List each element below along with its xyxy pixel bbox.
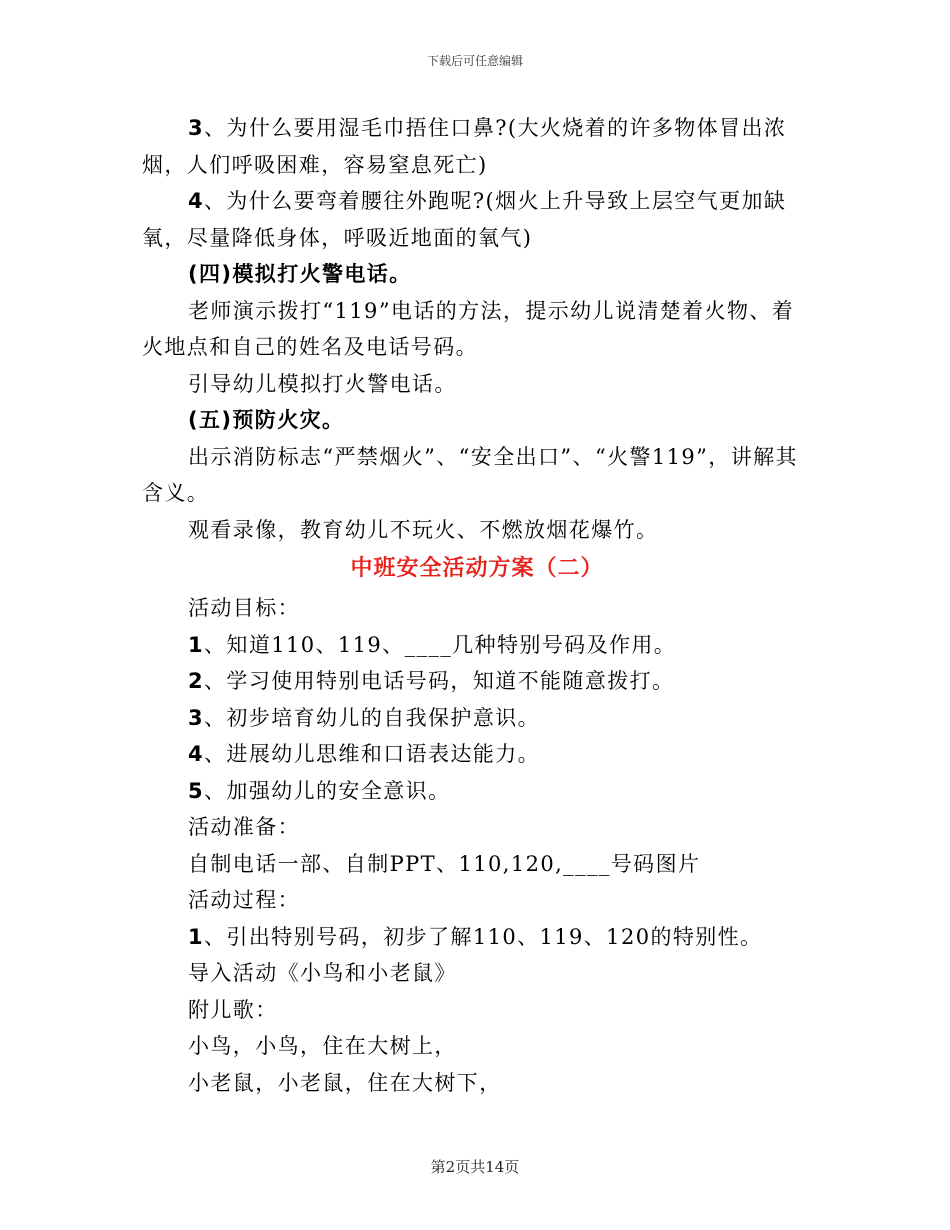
item-number: 1 bbox=[188, 924, 205, 949]
item-number: 3 bbox=[188, 116, 205, 140]
prep-text: 自制电话一部、自制PPT、110,120,____号码图片 bbox=[188, 851, 701, 876]
process-label: 活动过程： bbox=[188, 888, 300, 912]
page-header: 下载后可任意编辑 bbox=[426, 54, 523, 68]
paragraph-q3 bbox=[142, 110, 812, 183]
document-body bbox=[142, 110, 812, 1101]
item-number: 3 bbox=[188, 705, 205, 730]
song-line: 小鸟，小鸟，住在大树上， bbox=[188, 1034, 457, 1058]
item-number: 1 bbox=[188, 632, 205, 657]
section-heading-5: (五)预防火灾。 bbox=[188, 408, 345, 432]
list-item bbox=[142, 773, 812, 810]
paragraph: 观看录像，教育幼儿不玩火、不燃放烟花爆竹。 bbox=[188, 517, 659, 542]
song-line: 小老鼠，小老鼠，住在大树下， bbox=[188, 1070, 502, 1095]
list-item bbox=[142, 919, 812, 956]
item-text: 、知道110、119、____几种特别号码及作用。 bbox=[204, 632, 677, 657]
paragraph: 老师演示拨打“119”电话的方法，提示幼儿说清楚着火物、着火地点和自己的姓名及电话号码。 bbox=[142, 298, 795, 359]
item-text: 、学习使用特别电话号码，知道不能随意拨打。 bbox=[204, 669, 675, 693]
item-text: 、初步培育幼儿的自我保护意识。 bbox=[204, 705, 541, 730]
paragraph: 引导幼儿模拟打火警电话。 bbox=[188, 371, 457, 396]
item-text: 、加强幼儿的安全意识。 bbox=[204, 778, 451, 803]
page-footer: 第2页共14页 bbox=[430, 1158, 520, 1176]
list-item bbox=[142, 736, 812, 773]
paragraph-q4 bbox=[142, 183, 812, 256]
paragraph: 出示消防标志“严禁烟火”、“安全出口”、“火警119”，讲解其含义。 bbox=[142, 444, 798, 505]
item-text: 、为什么要弯着腰往外跑呢?(烟火上升导致上层空气更加缺氧，尽量降低身体，呼吸近地面的氧气) bbox=[142, 189, 787, 250]
song-label: 附儿歌： bbox=[188, 997, 278, 1022]
list-item bbox=[142, 627, 812, 664]
goals-label: 活动目标： bbox=[188, 596, 300, 620]
item-number: 4 bbox=[188, 742, 205, 766]
document-title: 中班安全活动方案（二） bbox=[350, 556, 604, 581]
item-number: 2 bbox=[188, 669, 205, 693]
list-item bbox=[142, 700, 812, 737]
paragraph: 导入活动《小鸟和小老鼠》 bbox=[188, 961, 457, 985]
item-number: 5 bbox=[188, 778, 205, 803]
item-number: 4 bbox=[188, 189, 205, 213]
section-heading-4: (四)模拟打火警电话。 bbox=[188, 262, 412, 286]
item-text: 、进展幼儿思维和口语表达能力。 bbox=[204, 742, 541, 766]
prep-label: 活动准备： bbox=[188, 815, 300, 839]
list-item bbox=[142, 663, 812, 700]
item-text: 、为什么要用湿毛巾捂住口鼻?(大火烧着的许多物体冒出浓烟，人们呼吸困难，容易窒息死亡) bbox=[142, 116, 787, 177]
item-text: 、引出特别号码，初步了解110、119、120的特别性。 bbox=[204, 924, 763, 949]
